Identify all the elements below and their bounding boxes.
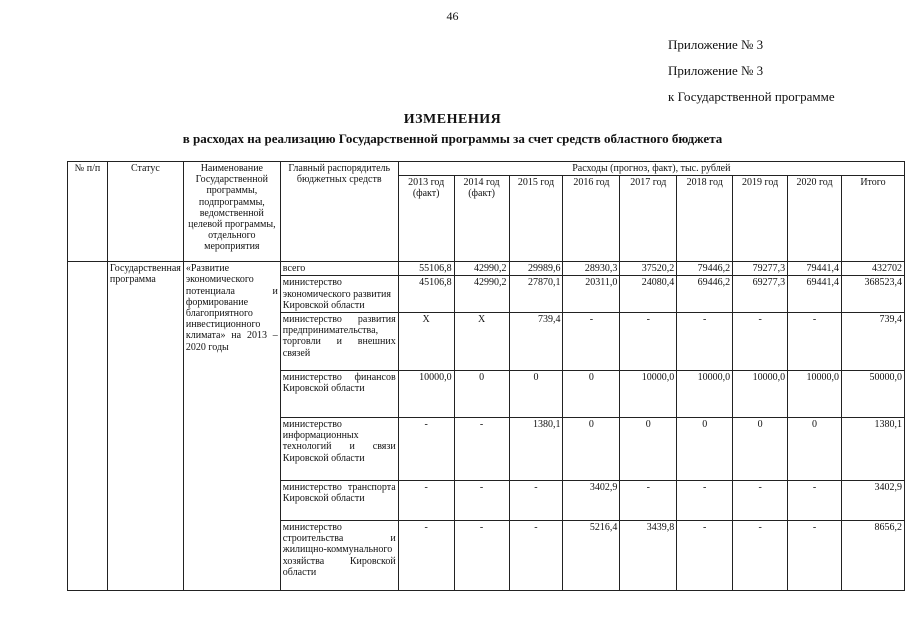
appendix-line-3: к Государственной программе bbox=[668, 89, 835, 104]
cell-value: - bbox=[677, 520, 733, 590]
cell-value: 10000,0 bbox=[677, 370, 733, 417]
cell-value: 45106,8 bbox=[398, 276, 454, 313]
cell-value: 5216,4 bbox=[563, 520, 620, 590]
cell-value: - bbox=[677, 480, 733, 520]
cell-value: 79277,3 bbox=[733, 262, 788, 276]
cell-value: 42990,2 bbox=[454, 276, 509, 313]
cell-value: - bbox=[454, 417, 509, 480]
cell-value: - bbox=[509, 520, 563, 590]
cell-distributor: министерство экономического развития Кировской области bbox=[280, 276, 398, 313]
cell-value: 0 bbox=[620, 417, 677, 480]
cell-program-name: «Развитие экономического потенциала и формирование благоприятного инвестиционного климата» на 2013 – 2020 годы bbox=[183, 262, 280, 591]
cell-value: - bbox=[563, 312, 620, 370]
header-year: 2014 год (факт) bbox=[454, 176, 509, 262]
cell-value: - bbox=[733, 312, 788, 370]
cell-value: - bbox=[454, 480, 509, 520]
cell-value: 69277,3 bbox=[733, 276, 788, 313]
cell-value: 55106,8 bbox=[398, 262, 454, 276]
cell-distributor: министерство строительства и жилищно-коммунального хозяйства Кировской области bbox=[280, 520, 398, 590]
cell-value: 3402,9 bbox=[563, 480, 620, 520]
cell-value: 3439,8 bbox=[620, 520, 677, 590]
header-status: Статус bbox=[107, 162, 183, 262]
header-year: 2013 год (факт) bbox=[398, 176, 454, 262]
document-subtitle: в расходах на реализацию Государственной программы за счет средств областного бюджета bbox=[182, 131, 723, 146]
cell-distributor: министерство информационных технологий и связи Кировской области bbox=[280, 417, 398, 480]
page-number: 46 bbox=[446, 9, 459, 23]
cell-value: 0 bbox=[509, 370, 563, 417]
cell-value: 69441,4 bbox=[788, 276, 842, 313]
cell-status: Государственная программа bbox=[107, 262, 183, 591]
appendix-line-1: Приложение № 3 bbox=[668, 37, 764, 52]
cell-value: - bbox=[398, 480, 454, 520]
cell-value: X bbox=[454, 312, 509, 370]
cell-value: 10000,0 bbox=[788, 370, 842, 417]
document-title: ИЗМЕНЕНИЯ bbox=[403, 112, 502, 127]
cell-value: - bbox=[788, 520, 842, 590]
cell-value: - bbox=[454, 520, 509, 590]
header-name: Наименование Государственной программы, подпрограммы, ведомственной целевой программы, отдельного мероприятия bbox=[183, 162, 280, 262]
header-total: Итого bbox=[841, 176, 904, 262]
cell-value: 37520,2 bbox=[620, 262, 677, 276]
cell-total: 739,4 bbox=[841, 312, 904, 370]
cell-value: 10000,0 bbox=[733, 370, 788, 417]
cell-value: 1380,1 bbox=[509, 417, 563, 480]
cell-value: 27870,1 bbox=[509, 276, 563, 313]
cell-value: 29989,6 bbox=[509, 262, 563, 276]
header-expenses: Расходы (прогноз, факт), тыс. рублей bbox=[398, 162, 904, 176]
cell-total: 368523,4 bbox=[841, 276, 904, 313]
cell-value: 69446,2 bbox=[677, 276, 733, 313]
header-year: 2016 год bbox=[563, 176, 620, 262]
header-num: № п/п bbox=[68, 162, 108, 262]
cell-value: 0 bbox=[563, 370, 620, 417]
cell-value: - bbox=[398, 417, 454, 480]
cell-value: 0 bbox=[788, 417, 842, 480]
cell-value: 24080,4 bbox=[620, 276, 677, 313]
header-year: 2019 год bbox=[733, 176, 788, 262]
cell-value: 0 bbox=[733, 417, 788, 480]
cell-value: - bbox=[398, 520, 454, 590]
cell-value: - bbox=[620, 480, 677, 520]
cell-distributor: министерство финансов Кировской области bbox=[280, 370, 398, 417]
header-year: 2018 год bbox=[677, 176, 733, 262]
cell-total: 432702 bbox=[841, 262, 904, 276]
cell-value: 42990,2 bbox=[454, 262, 509, 276]
cell-value: 10000,0 bbox=[398, 370, 454, 417]
header-distributor: Главный распорядитель бюджетных средств bbox=[280, 162, 398, 262]
cell-total: 1380,1 bbox=[841, 417, 904, 480]
cell-value: - bbox=[733, 480, 788, 520]
cell-value: 10000,0 bbox=[620, 370, 677, 417]
appendix-line-2: Приложение № 3 bbox=[668, 63, 764, 78]
cell-value: - bbox=[788, 480, 842, 520]
cell-value: 79441,4 bbox=[788, 262, 842, 276]
cell-total: 8656,2 bbox=[841, 520, 904, 590]
cell-distributor: всего bbox=[280, 262, 398, 276]
cell-value: X bbox=[398, 312, 454, 370]
table-row bbox=[68, 262, 905, 276]
cell-value: - bbox=[620, 312, 677, 370]
cell-value: 20311,0 bbox=[563, 276, 620, 313]
cell-value: - bbox=[677, 312, 733, 370]
cell-value: 739,4 bbox=[509, 312, 563, 370]
cell-value: 28930,3 bbox=[563, 262, 620, 276]
header-year: 2020 год bbox=[788, 176, 842, 262]
cell-total: 50000,0 bbox=[841, 370, 904, 417]
cell-value: 0 bbox=[677, 417, 733, 480]
cell-distributor: министерство развития предпринимательства, торговли и внешних связей bbox=[280, 312, 398, 370]
header-year: 2017 год bbox=[620, 176, 677, 262]
cell-value: - bbox=[509, 480, 563, 520]
cell-value: 79446,2 bbox=[677, 262, 733, 276]
cell-num bbox=[68, 262, 108, 591]
cell-value: - bbox=[788, 312, 842, 370]
cell-value: 0 bbox=[454, 370, 509, 417]
header-row-1 bbox=[68, 162, 905, 176]
cell-value: 0 bbox=[563, 417, 620, 480]
header-year: 2015 год bbox=[509, 176, 563, 262]
cell-distributor: министерство транспорта Кировской области bbox=[280, 480, 398, 520]
budget-table bbox=[67, 161, 905, 591]
cell-value: - bbox=[733, 520, 788, 590]
cell-total: 3402,9 bbox=[841, 480, 904, 520]
